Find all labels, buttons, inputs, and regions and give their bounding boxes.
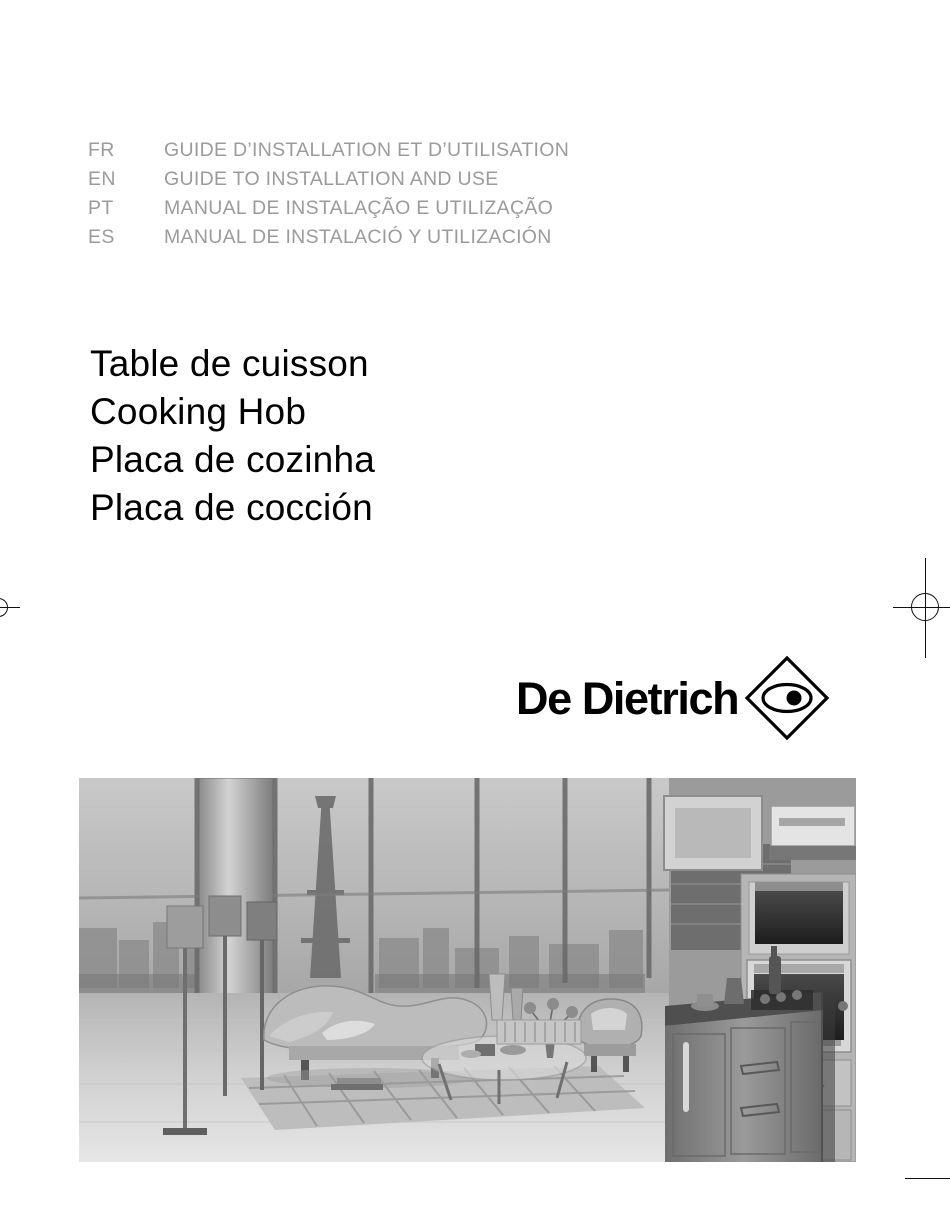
language-code: FR — [88, 139, 115, 161]
language-guide-title: GUIDE TO INSTALLATION AND USE — [164, 168, 499, 190]
product-title-pt: Placa de cozinha — [90, 439, 375, 480]
language-list — [88, 139, 569, 255]
language-row — [88, 197, 569, 226]
trim-tick-bottom-right — [905, 1178, 950, 1179]
product-title-es: Placa de cocción — [90, 487, 373, 528]
diamond-eye-icon — [744, 655, 830, 741]
language-row — [88, 226, 569, 255]
cover-photo — [79, 778, 856, 1162]
language-guide-title: MANUAL DE INSTALAÇÃO E UTILIZAÇÃO — [164, 197, 554, 219]
language-guide-title: MANUAL DE INSTALACIÓ Y UTILIZACIÓN — [164, 226, 552, 248]
product-title-en: Cooking Hob — [90, 391, 307, 432]
language-code: PT — [88, 197, 114, 219]
brand-name: De Dietrich — [516, 672, 739, 724]
language-guide-title: GUIDE D’INSTALLATION ET D’UTILISATION — [164, 139, 570, 161]
product-title-block — [90, 340, 375, 532]
brand-logo — [516, 655, 830, 741]
product-title-fr: Table de cuisson — [90, 343, 369, 384]
language-code: EN — [88, 168, 116, 190]
language-row — [88, 168, 569, 197]
language-row — [88, 139, 569, 168]
language-code: ES — [88, 226, 115, 248]
